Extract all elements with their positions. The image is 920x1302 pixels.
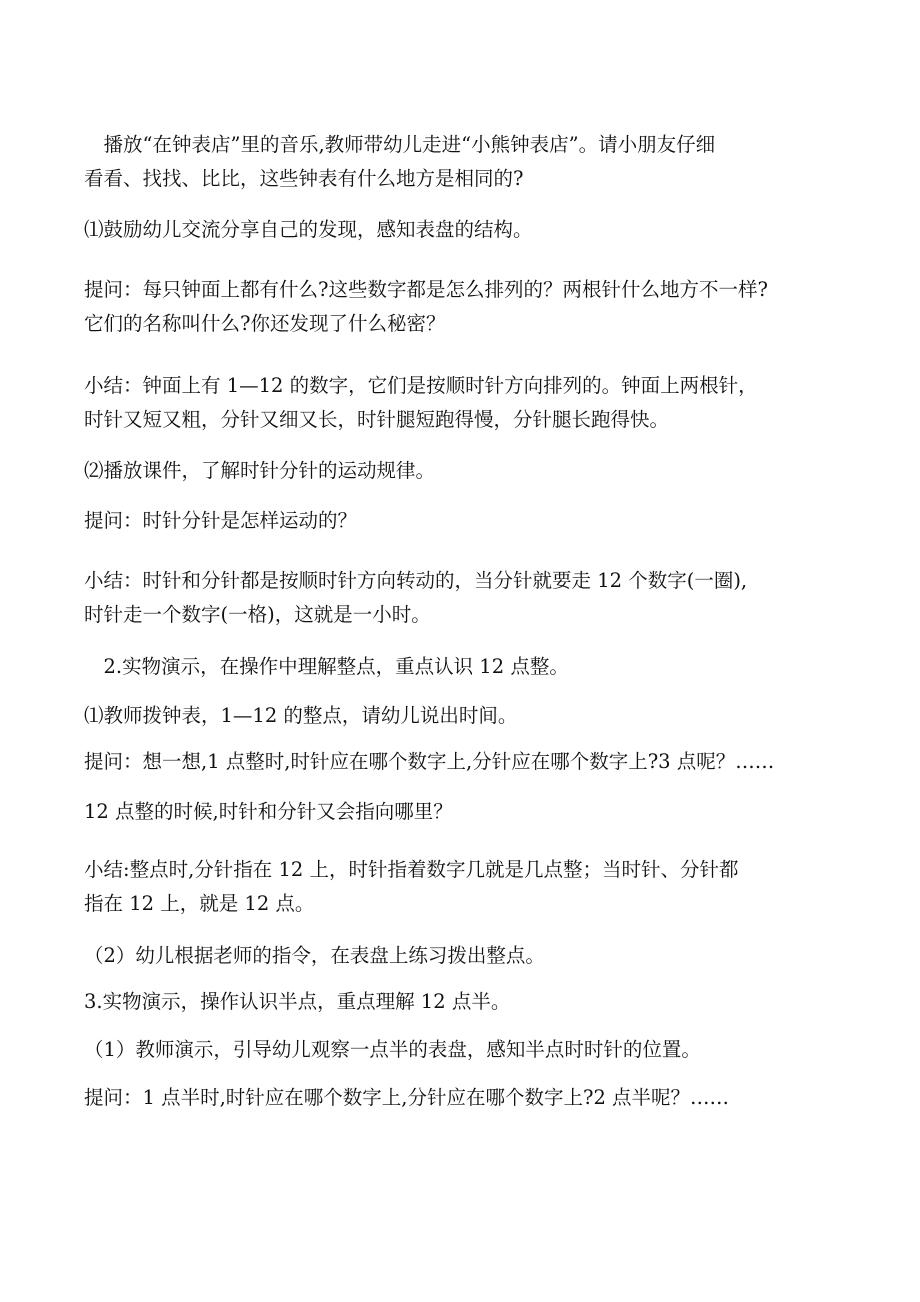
text-line: ⑴教师拨钟表，1—12 的整点，请幼儿说出时间。 — [84, 704, 518, 727]
text-line: 提问：每只钟面上都有什么?这些数字都是怎么排列的？两根针什么地方不一样? — [84, 278, 768, 301]
text-line: 小结：时针和分针都是按顺时针方向转动的，当分针就要走 12 个数字(一圈), — [84, 569, 748, 592]
text-line: （1）教师演示，引导幼儿观察一点半的表盘，感知半点时时针的位置。 — [84, 1038, 701, 1061]
text-line: 指在 12 上，就是 12 点。 — [84, 892, 315, 915]
summary-paragraph — [84, 564, 844, 632]
text-line: 时针又短又粗，分针又细又长，时针腿短跑得慢，分针腿长跑得快。 — [84, 408, 670, 431]
question-paragraph — [84, 504, 844, 538]
step-paragraph — [84, 1033, 844, 1067]
text-line: 提问：时针分针是怎样运动的？ — [84, 509, 358, 532]
text-line: 它们的名称叫什么?你还发现了什么秘密？ — [84, 312, 446, 335]
question-paragraph — [84, 1081, 844, 1115]
text-line: ⑵播放课件，了解时针分针的运动规律。 — [84, 459, 436, 482]
text-line: 小结：钟面上有 1—12 的数字，它们是按顺时针方向排列的。钟面上两根针， — [84, 374, 758, 397]
intro-paragraph — [84, 128, 844, 196]
text-line: ⑴鼓励幼儿交流分享自己的发现，感知表盘的结构。 — [84, 218, 533, 241]
summary-paragraph — [84, 369, 844, 437]
text-line: 播放“在钟表店”里的音乐,教师带幼儿走进“小熊钟表店”。请小朋友仔细 — [84, 133, 716, 156]
text-line: 3.实物演示，操作认识半点，重点理解 12 点半。 — [84, 990, 511, 1013]
text-line: 提问：想一想,1 点整时,时针应在哪个数字上,分针应在哪个数字上?3 点呢？…… — [84, 750, 775, 773]
text-line: 看看、找找、比比，这些钟表有什么地方是相同的? — [84, 167, 524, 190]
question-paragraph — [84, 273, 844, 341]
step-paragraph — [84, 939, 844, 973]
summary-paragraph — [84, 853, 844, 921]
step-paragraph — [84, 699, 844, 733]
question-paragraph — [84, 795, 844, 829]
text-line: 2.实物演示，在操作中理解整点，重点认识 12 点整。 — [84, 655, 569, 678]
question-paragraph — [84, 745, 844, 779]
text-line: 提问：1 点半时,时针应在哪个数字上,分针应在哪个数字上?2 点半呢？…… — [84, 1086, 730, 1109]
step-paragraph — [84, 213, 844, 247]
text-line: 小结:整点时,分针指在 12 上，时针指着数字几就是几点整；当时针、分针都 — [84, 858, 739, 881]
text-line: （2）幼儿根据老师的指令，在表盘上练习拨出整点。 — [84, 944, 545, 967]
section-heading — [84, 985, 844, 1019]
step-paragraph — [84, 454, 844, 488]
text-line: 时针走一个数字(一格)，这就是一小时。 — [84, 603, 431, 626]
section-heading — [84, 650, 844, 684]
text-line: 12 点整的时候,时针和分针又会指向哪里？ — [84, 800, 453, 823]
